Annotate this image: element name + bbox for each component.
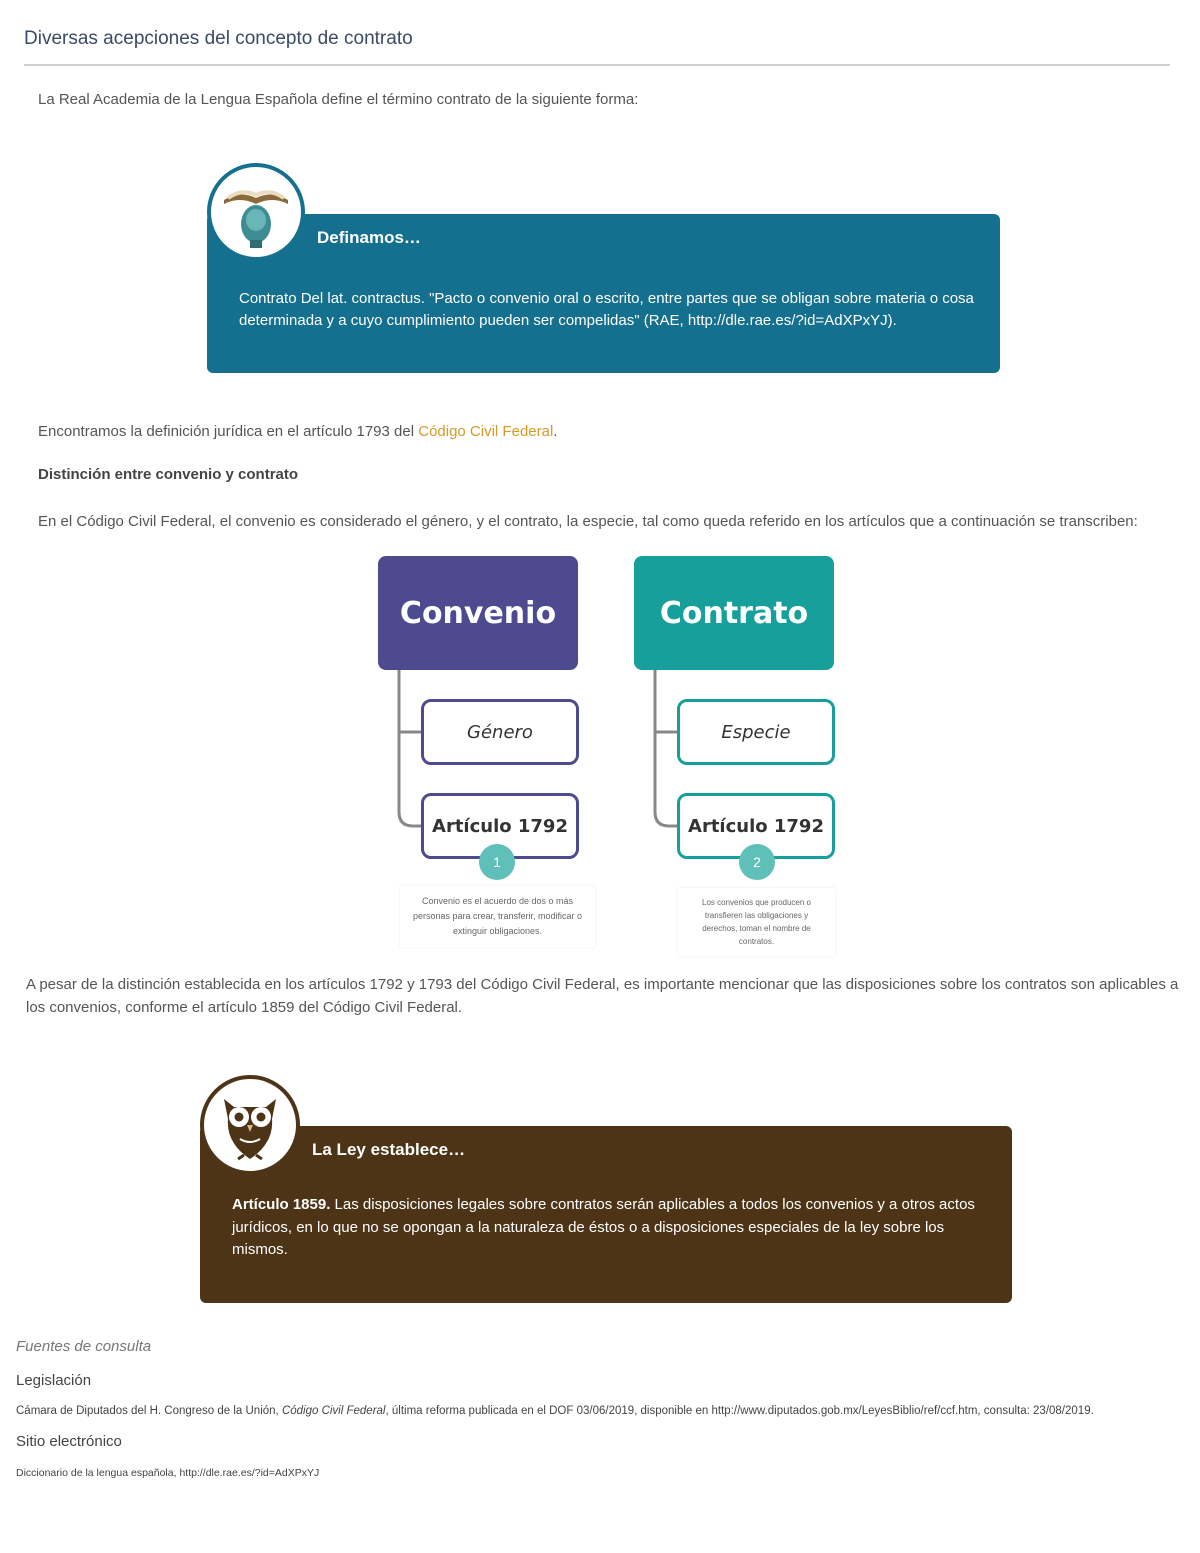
- page-title: Diversas acepciones del concepto de contrato: [24, 28, 413, 49]
- convenio-header: Convenio: [378, 556, 578, 670]
- law-text: [232, 1194, 992, 1262]
- legal-definition-prefix: Encontramos la definición jurídica en el artículo 1793 del: [38, 423, 419, 440]
- legislation-suffix: , última reforma publicada en el DOF 03/06/2019, disponible en http://www.diputados.gob.mx/LeyesBiblio/ref/ccf.htm, consulta: 23/08/2019.: [385, 1405, 1094, 1417]
- legislation-italic: Código Civil Federal: [281, 1405, 386, 1417]
- convenio-note: Convenio es el acuerdo de dos o más personas para crear, transferir, modificar o extinguir obligaciones.: [400, 886, 595, 947]
- legislation-reference: [16, 1405, 1094, 1417]
- contrato-articulo-box: Artículo 1792: [677, 793, 835, 859]
- website-heading: Sitio electrónico: [16, 1433, 122, 1450]
- codigo-civil-link[interactable]: Código Civil Federal: [418, 423, 554, 440]
- distinction-heading: Distinción entre convenio y contrato: [38, 466, 299, 483]
- note-paragraph: A pesar de la distinción establecida en los artículos 1792 y 1793 del Código Civil Federal, es importante mencionar que las disposiciones sobre los contratos son aplicables a los convenios, conforme el artículo 1859 del Código Civil Federal.: [26, 976, 1179, 1016]
- legal-definition-suffix: .: [553, 423, 558, 440]
- legislation-heading: Legislación: [16, 1372, 92, 1389]
- law-box: [200, 1126, 1012, 1303]
- contrato-header: Contrato: [634, 556, 834, 670]
- owl-icon: [200, 1075, 300, 1175]
- law-heading: La Ley establece…: [312, 1140, 466, 1159]
- convenio-articulo-box: Artículo 1792: [421, 793, 579, 859]
- contrato-badge[interactable]: 2: [739, 844, 775, 880]
- intro-paragraph: La Real Academia de la Lengua Española define el término contrato de la siguiente forma:: [38, 91, 639, 108]
- convenio-badge[interactable]: 1: [479, 844, 515, 880]
- convenio-genero-box: Género: [421, 699, 579, 765]
- sources-title: Fuentes de consulta: [16, 1338, 152, 1355]
- law-article: Artículo 1859.: [232, 1196, 331, 1213]
- definition-text: Contrato Del lat. contractus. "Pacto o convenio oral o escrito, entre partes que se obligan sobre materia o cosa determinada y a cuyo cumplimiento pueden ser compelidas" (RAE, http://dle.rae.es/?id=AdXPxYJ).: [239, 290, 974, 329]
- website-reference: Diccionario de la lengua española, http://dle.rae.es/?id=AdXPxYJ: [16, 1467, 320, 1479]
- contrato-note: Los convenios que producen o transfieren las obligaciones y derechos, toman el nombre de contratos.: [678, 888, 835, 956]
- contrato-especie-box: Especie: [677, 699, 835, 765]
- definition-heading: Definamos…: [317, 228, 421, 247]
- legislation-prefix: Cámara de Diputados del H. Congreso de la Unión,: [16, 1405, 282, 1417]
- distinction-paragraph: En el Código Civil Federal, el convenio es considerado el género, y el contrato, la especie, tal como queda referido en los artículos que a continuación se transcriben:: [38, 513, 1138, 530]
- law-body: Las disposiciones legales sobre contratos serán aplicables a todos los convenios y a otros actos jurídicos, en lo que no se opongan a la naturaleza de éstos o a disposiciones especiales de la ley sobre los mismos.: [232, 1196, 975, 1258]
